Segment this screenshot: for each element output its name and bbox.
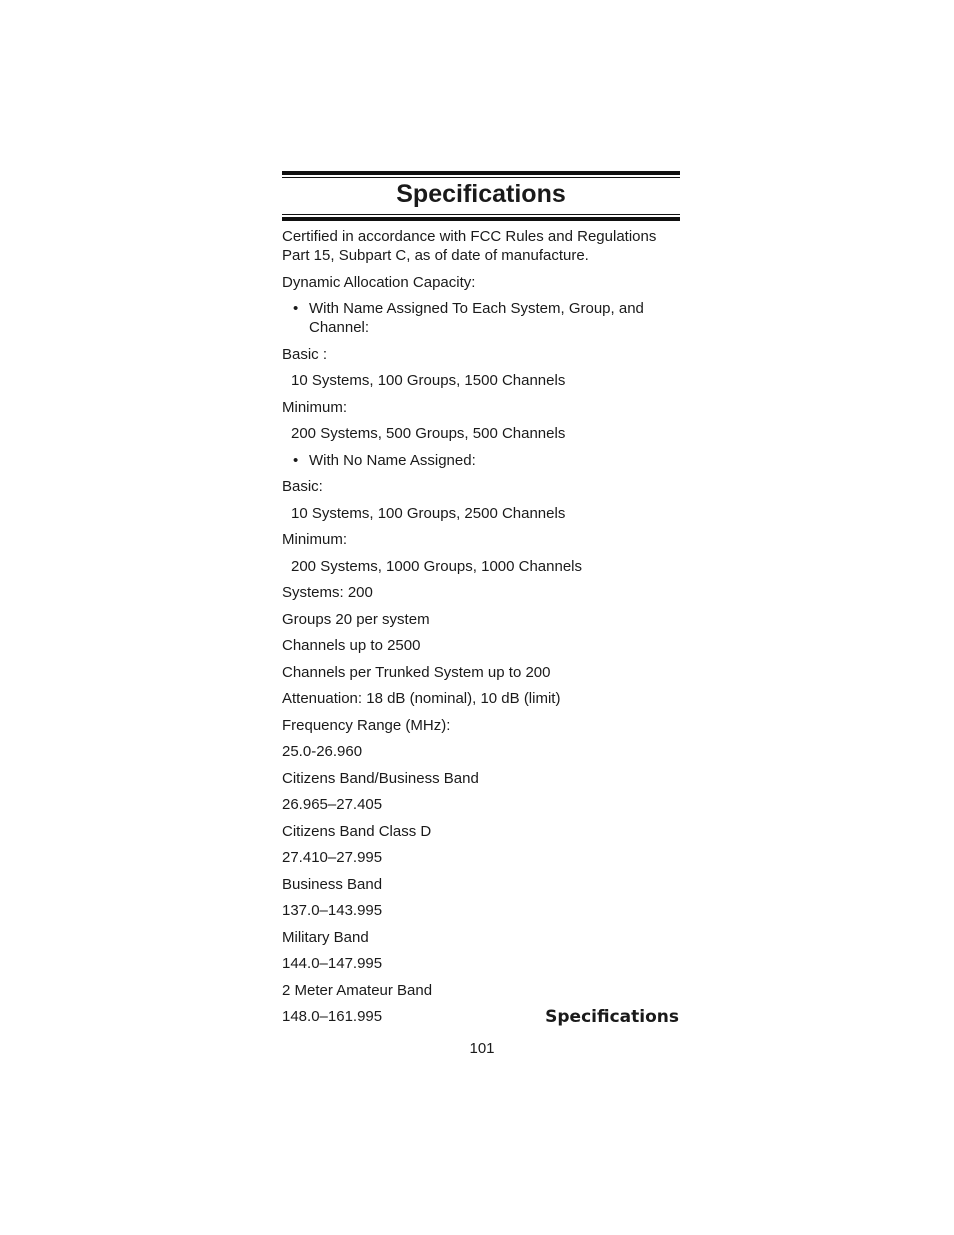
bullet-with-name [282, 299, 680, 337]
minimum-value-1: 200 Systems, 500 Groups, 500 Channels [291, 425, 566, 442]
channels-per-trunked-spec: Channels per Trunked System up to 200 [282, 663, 551, 681]
frequency-item: Military Band [282, 928, 369, 946]
frequency-item: 27.410–27.995 [282, 849, 383, 866]
frequency-item: 2 Meter Amateur Band [282, 981, 433, 999]
frequency-item: 25.0-26.960 [282, 743, 363, 760]
frequency-range-label: Frequency Range (MHz): [282, 716, 451, 734]
bullet-marker: • [293, 451, 299, 469]
top-thin-rule [282, 177, 680, 178]
page-title: Specifications [396, 180, 566, 208]
basic-value-1: 10 Systems, 100 Groups, 1500 Channels [291, 372, 566, 389]
systems-spec: Systems: 200 [282, 584, 373, 601]
header-top-rules [282, 171, 680, 178]
header-bottom-rules [282, 214, 680, 221]
basic-label-2: Basic: [282, 478, 323, 495]
top-thick-rule [282, 171, 680, 175]
page-content [282, 171, 680, 1026]
frequency-item: 137.0–143.995 [282, 902, 383, 919]
specifications-body [282, 227, 680, 1026]
dynamic-allocation-label: Dynamic Allocation Capacity: [282, 273, 476, 291]
bottom-thick-rule [282, 217, 680, 221]
certification-line-1: Certified in accordance with FCC Rules and Regulations [282, 228, 657, 245]
frequency-item: 26.965–27.405 [282, 796, 383, 813]
basic-value-2: 10 Systems, 100 Groups, 2500 Channels [291, 504, 566, 522]
frequency-item: Citizens Band Class D [282, 822, 432, 840]
certification-line-2: Part 15, Subpart C, as of date of manufacture. [282, 247, 589, 264]
bottom-thin-rule [282, 214, 680, 215]
bullet-no-name [282, 451, 680, 470]
bullet-with-name-line-1: With Name Assigned To Each System, Group, and [309, 300, 644, 317]
page-number: 101 [469, 1040, 495, 1057]
frequency-item: Citizens Band/Business Band [282, 769, 479, 787]
basic-label-1: Basic : [282, 345, 328, 363]
bullet-no-name-line: With No Name Assigned: [309, 451, 476, 469]
channels-spec: Channels up to 2500 [282, 637, 421, 654]
minimum-label-2: Minimum: [282, 531, 348, 548]
minimum-label-1: Minimum: [282, 398, 348, 416]
frequency-item: 144.0–147.995 [282, 955, 383, 972]
bullet-marker: • [293, 300, 299, 317]
minimum-value-2: 200 Systems, 1000 Groups, 1000 Channels [291, 557, 583, 575]
certification-paragraph [282, 227, 680, 265]
frequency-item: 148.0–161.995 [282, 1008, 383, 1025]
attenuation-spec: Attenuation: 18 dB (nominal), 10 dB (limit) [282, 690, 561, 707]
groups-spec: Groups 20 per system [282, 610, 430, 628]
footer-section-title: Specifications [545, 1007, 679, 1027]
bullet-with-name-line-2: Channel: [309, 319, 370, 336]
frequency-item: Business Band [282, 875, 383, 893]
